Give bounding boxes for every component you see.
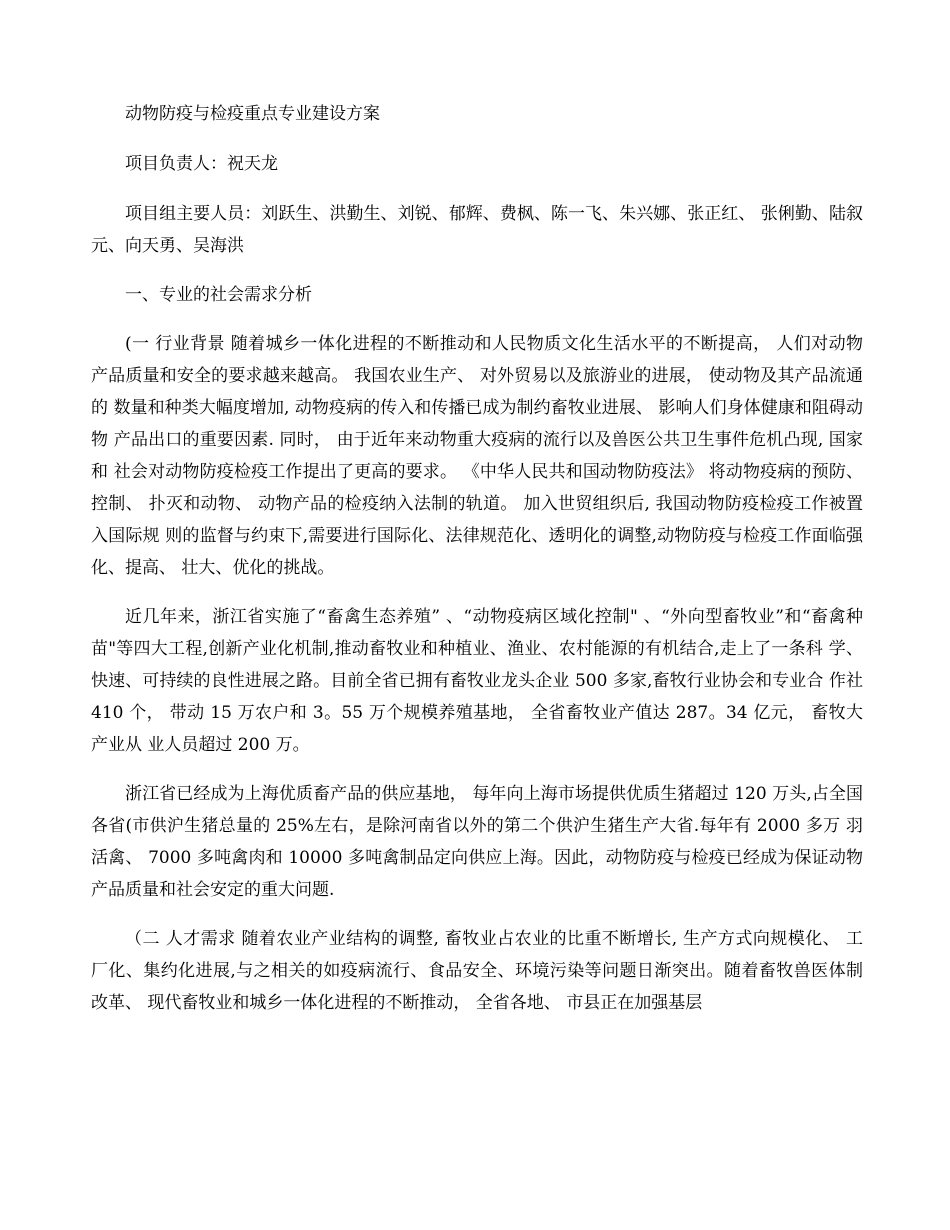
project-members: 项目组主要人员：刘跃生、洪勤生、刘锐、郁辉、费枫、陈一飞、朱兴娜、张正红、 张俐勤、陆叙元、向天勇、吴海洪 (91, 204, 863, 256)
document-title: 动物防疫与检疫重点专业建设方案 (125, 104, 380, 124)
paragraph-shanghai-supply: 浙江省已经成为上海优质畜产品的供应基地， 每年向上海市场提供优质生猪超过 120 万头,占全国 各省(市供沪生猪总量的 25%左右，是除河南省以外的第二个供沪生猪生产大省.每年有 2000 多万 羽活禽、 7000 多吨禽肉和 10000 多吨禽制品定向供应上海。因此，动物防疫与检疫已经成为保证动物 产品质量和社会安定的重大问题. (91, 784, 863, 900)
document-page (91, 98, 863, 1019)
paragraph-zhejiang-projects: 近几年来，浙江省实施了“畜禽生态养殖” 、“动物疫病区域化控制" 、“外向型畜牧业”和“畜禽种 苗"等四大工程,创新产业化机制,推动畜牧业和种植业、渔业、农村能源的有机结合,走上了一条科 学、快速、可持续的良性进展之路。目前全省已拥有畜牧业龙头企业 500 多家,畜牧行业协会和专业合 作社 410 个， 带动 15 万农户和 3。55 万个规模养殖基地， 全省畜牧业产值达 287。34 亿元， 畜牧大产业从 业人员超过 200 万。 (91, 607, 863, 755)
project-leader: 项目负责人：祝天龙 (125, 154, 278, 174)
paragraph-industry-background: (一 行业背景 随着城乡一体化进程的不断推动和人民物质文化生活水平的不断提高， 人们对动物 产品质量和安全的要求越来越高。 我国农业生产、 对外贸易以及旅游业的进展， 使动物及其产品流通的 数量和种类大幅度增加, 动物疫病的传入和传播已成为制约畜牧业进展、 影响人们身体健康和阻碍动物 产品出口的重要因素. 同时， 由于近年来动物重大疫病的流行以及兽医公共卫生事件危机凸现, 国家和 社会对动物防疫检疫工作提出了更高的要求。 《中华人民共和国动物防疫法》 将动物疫病的预防、 控制、 扑灭和动物、 动物产品的检疫纳入法制的轨道。 加入世贸组织后, 我国动物防疫检疫工作被置入国际规 则的监督与约束下,需要进行国际化、法律规范化、透明化的调整,动物防疫与检疫工作面临强化、提高、 壮大、优化的挑战。 (91, 334, 863, 578)
paragraph-talent-demand: （二 人才需求 随着农业产业结构的调整, 畜牧业占农业的比重不断增长, 生产方式向规模化、 工 厂化、集约化进展,与之相关的如疫病流行、食品安全、环境污染等问题日渐突出。随着畜牧兽医体制 改革、 现代畜牧业和城乡一体化进程的不断推动， 全省各地、 市县正在加强基层 (91, 929, 863, 1013)
section-heading: 一、专业的社会需求分析 (125, 285, 312, 305)
